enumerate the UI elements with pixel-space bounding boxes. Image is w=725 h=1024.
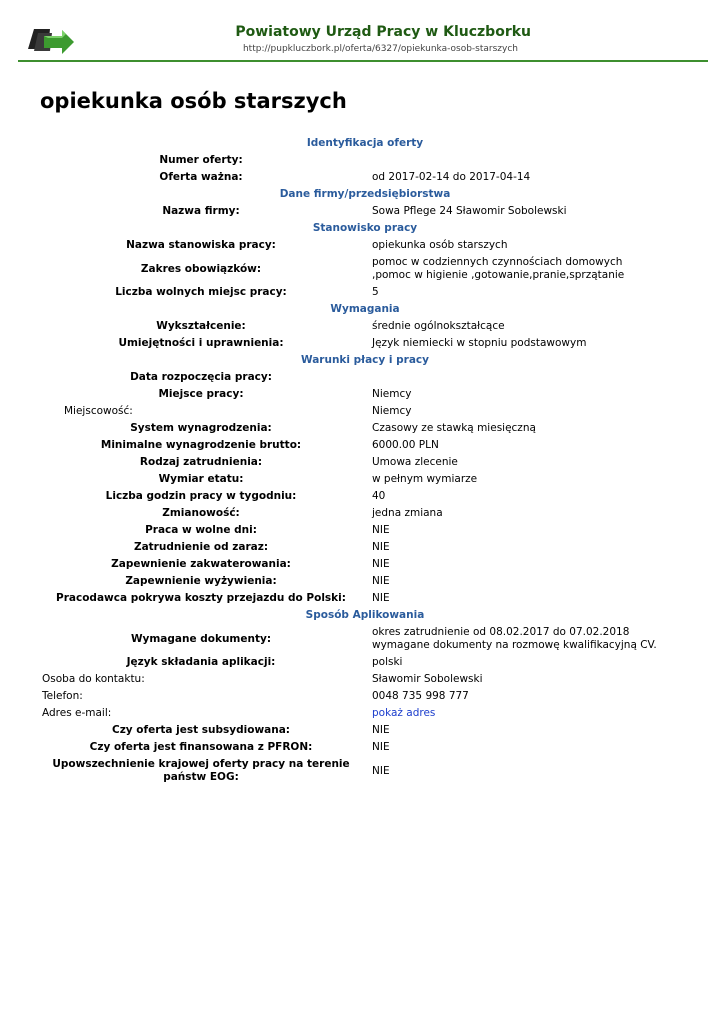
field-value: 40: [372, 490, 386, 502]
field-value: w pełnym wymiarze: [372, 473, 478, 485]
field-value: średnie ogólnokształcące: [372, 320, 505, 332]
field-row-system: [40, 420, 690, 437]
field-value: Sowa Pflege 24 Sławomir Sobolewski: [372, 205, 567, 217]
field-label: Zatrudnienie od zaraz:: [133, 541, 269, 553]
field-label: Liczba wolnych miejsc pracy:: [115, 286, 287, 298]
field-row-subsydiowana: [40, 722, 690, 739]
section-stanowisko: Stanowisko pracy: [312, 222, 418, 234]
field-label: Miejscowość:: [64, 405, 133, 417]
field-value: polski: [372, 656, 403, 668]
field-label: Miejsce pracy:: [158, 388, 244, 400]
field-row-zmianowosc: [40, 505, 690, 522]
field-label: Zmianowość:: [162, 507, 240, 519]
site-title: Powiatowy Urząd Pracy w Kluczborku: [235, 24, 531, 40]
field-value: jedna zmiana: [372, 507, 443, 519]
field-label: Osoba do kontaktu:: [42, 673, 145, 685]
field-label: Czy oferta jest finansowana z PFRON:: [89, 741, 313, 753]
field-value: NIE: [372, 592, 390, 604]
field-label: Praca w wolne dni:: [145, 524, 257, 536]
field-label: Zapewnienie zakwaterowania:: [111, 558, 291, 570]
field-row-email: [40, 705, 690, 722]
field-label: Telefon:: [42, 690, 83, 702]
field-value: NIE: [372, 575, 390, 587]
show-email-link[interactable]: pokaż adres: [372, 707, 436, 719]
field-value-wrap: [372, 707, 662, 720]
field-row-rodzaj: [40, 454, 690, 471]
field-value: Niemcy: [372, 405, 412, 417]
page-header: [18, 20, 708, 62]
field-value: Sławomir Sobolewski: [372, 673, 483, 685]
field-row-wazna: [40, 169, 690, 186]
field-value: pomoc w codziennych czynnościach domowych ,pomoc w higienie ,gotowanie,pranie,sprzątanie: [372, 256, 625, 281]
site-url: http://pupkluczbork.pl/oferta/6327/opiekunka-osob-starszych: [242, 44, 518, 54]
field-row-miejscowosc: [40, 403, 690, 420]
field-row-telefon: [40, 688, 690, 705]
field-value: NIE: [372, 724, 390, 736]
field-row-eog: [40, 756, 690, 786]
field-label: Numer oferty:: [159, 154, 243, 166]
field-label: Liczba godzin pracy w tygodniu:: [105, 490, 297, 502]
field-label: Umiejętności i uprawnienia:: [118, 337, 284, 349]
field-value: 6000.00 PLN: [372, 439, 439, 451]
section-wymagania: Wymagania: [330, 303, 400, 315]
field-label: Czy oferta jest subsydiowana:: [111, 724, 290, 736]
field-label: System wynagrodzenia:: [130, 422, 272, 434]
field-label: Wymagane dokumenty:: [130, 632, 272, 645]
field-row-zakwaterowanie: [40, 556, 690, 573]
field-row-wymiar: [40, 471, 690, 488]
field-label: Minimalne wynagrodzenie brutto:: [100, 439, 302, 451]
field-label: Nazwa firmy:: [162, 205, 240, 217]
field-value: okres zatrudnienie od 08.02.2017 do 07.02.2018 wymagane dokumenty na rozmowę kwalifikacyjną CV.: [372, 626, 657, 651]
field-label: Adres e-mail:: [42, 707, 112, 719]
field-label: Język składania aplikacji:: [126, 656, 276, 668]
field-value: Niemcy: [372, 388, 412, 400]
field-label: Oferta ważna:: [159, 171, 243, 183]
section-warunki: Warunki płacy i pracy: [301, 354, 429, 366]
section-sposob: Sposób Aplikowania: [305, 609, 425, 621]
field-label: Data rozpoczęcia pracy:: [130, 371, 272, 383]
field-value: 5: [372, 286, 379, 298]
field-row-jezyk-apl: [40, 654, 690, 671]
field-row-min-wyn: [40, 437, 690, 454]
field-row-wyksztalcenie: [40, 318, 690, 335]
field-value: NIE: [372, 764, 390, 777]
field-label: Wykształcenie:: [156, 320, 246, 332]
field-row-umiejetnosci: [40, 335, 690, 352]
section-identyfikacja: Identyfikacja oferty: [306, 137, 424, 149]
field-row-dokumenty: [40, 624, 690, 654]
field-row-nazwa-stanowiska: [40, 237, 690, 254]
field-row-liczba-miejsc: [40, 284, 690, 301]
field-row-godziny: [40, 488, 690, 505]
field-row-osoba: [40, 671, 690, 688]
field-label: Nazwa stanowiska pracy:: [126, 239, 276, 251]
field-row-wolne-dni: [40, 522, 690, 539]
field-value: 0048 735 998 777: [372, 690, 469, 702]
field-row-zakres: [40, 254, 690, 284]
field-row-data-rozp: [40, 369, 690, 386]
page-title: opiekunka osób starszych: [40, 89, 347, 113]
field-row-od-zaraz: [40, 539, 690, 556]
field-value: NIE: [372, 524, 390, 536]
field-label: Upowszechnienie krajowej oferty pracy na terenie państw EOG:: [52, 758, 350, 783]
field-value: Język niemiecki w stopniu podstawowym: [372, 337, 587, 349]
field-row-miejsce: [40, 386, 690, 403]
field-label: Zakres obowiązków:: [140, 262, 262, 275]
field-row-wyzywienie: [40, 573, 690, 590]
section-dane-firmy: Dane firmy/przedsiębiorstwa: [279, 188, 451, 200]
field-label: Zapewnienie wyżywienia:: [125, 575, 277, 587]
field-value: NIE: [372, 741, 390, 753]
offer-details: [40, 135, 690, 786]
field-value: od 2017-02-14 do 2017-04-14: [372, 171, 531, 183]
field-row-przejazd: [40, 590, 690, 607]
field-label: Wymiar etatu:: [158, 473, 244, 485]
field-value: NIE: [372, 541, 390, 553]
field-row-numer: [40, 152, 690, 169]
field-row-pfron: [40, 739, 690, 756]
field-label: Pracodawca pokrywa koszty przejazdu do Polski:: [56, 592, 346, 604]
field-value: NIE: [372, 558, 390, 570]
field-value: opiekunka osób starszych: [372, 239, 508, 251]
field-value: Umowa zlecenie: [372, 456, 458, 468]
field-row-nazwa-firmy: [40, 203, 690, 220]
field-label: Rodzaj zatrudnienia:: [139, 456, 263, 468]
field-value: Czasowy ze stawką miesięczną: [372, 422, 536, 434]
